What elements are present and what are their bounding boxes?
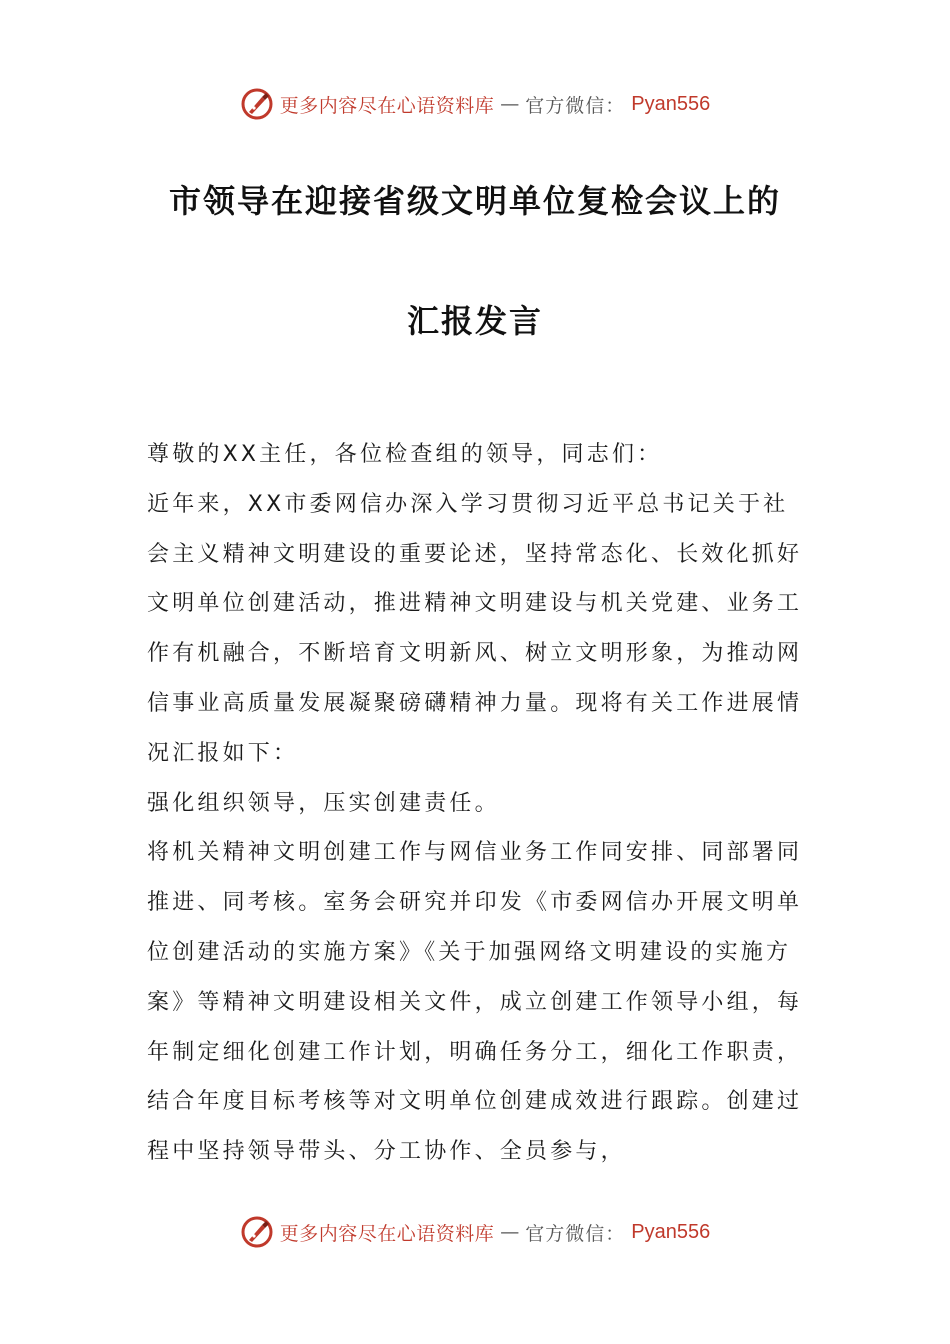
- document-title-line-2: 汇报发言: [406, 302, 543, 340]
- watermark-label: 官方微信：: [525, 1222, 626, 1245]
- salutation-paragraph: 尊敬的XX主任，各位检查组的领导，同志们：: [147, 442, 663, 467]
- intro-paragraph: 近年来，XX市委网信办深入学习贯彻习近平总书记关于社会主义精神文明建设的重要论述，坚持常态化、长效化抓好文明单位创建活动，推进精神文明建设与机关党建、业务工作有机融合，不断培育文明新风、树立文明形象，为推动网信事业高质量发展凝聚磅礴精神力量。现将有关工作进展情况汇报如下：: [147, 491, 803, 766]
- watermark-site-text: 更多内容尽在心语资料库: [279, 94, 495, 117]
- watermark-separator: —: [500, 1221, 520, 1243]
- document-body: [147, 430, 807, 1177]
- document-title-line-1: 市领导在迎接省级文明单位复检会议上的: [168, 182, 781, 220]
- body-paragraph: 将机关精神文明创建工作与网信业务工作同安排、同部署同推进、同考核。室务会研究并印发《市委网信办开展文明单位创建活动的实施方案》《关于加强网络文明建设的实施方案》等精神文明建设相关文件，成立创建工作领导小组，每年制定细化创建工作计划，明确任务分工，细化工作职责，结合年度目标考核等对文明单位创建成效进行跟踪。创建过程中坚持领导带头、分工协作、全员参与，: [147, 840, 803, 1165]
- pen-nib-logo-icon: [240, 87, 274, 121]
- watermark-account: Pyan556: [631, 92, 711, 115]
- watermark-account: Pyan556: [631, 1220, 711, 1243]
- watermark-separator: —: [500, 93, 520, 115]
- watermark-label: 官方微信：: [525, 94, 626, 117]
- footer-watermark: [0, 1212, 950, 1252]
- watermark-site-text: 更多内容尽在心语资料库: [279, 1222, 495, 1245]
- section-heading: 强化组织领导，压实创建责任。: [147, 790, 500, 816]
- pen-nib-logo-icon: [240, 1215, 274, 1249]
- header-watermark: [0, 84, 950, 124]
